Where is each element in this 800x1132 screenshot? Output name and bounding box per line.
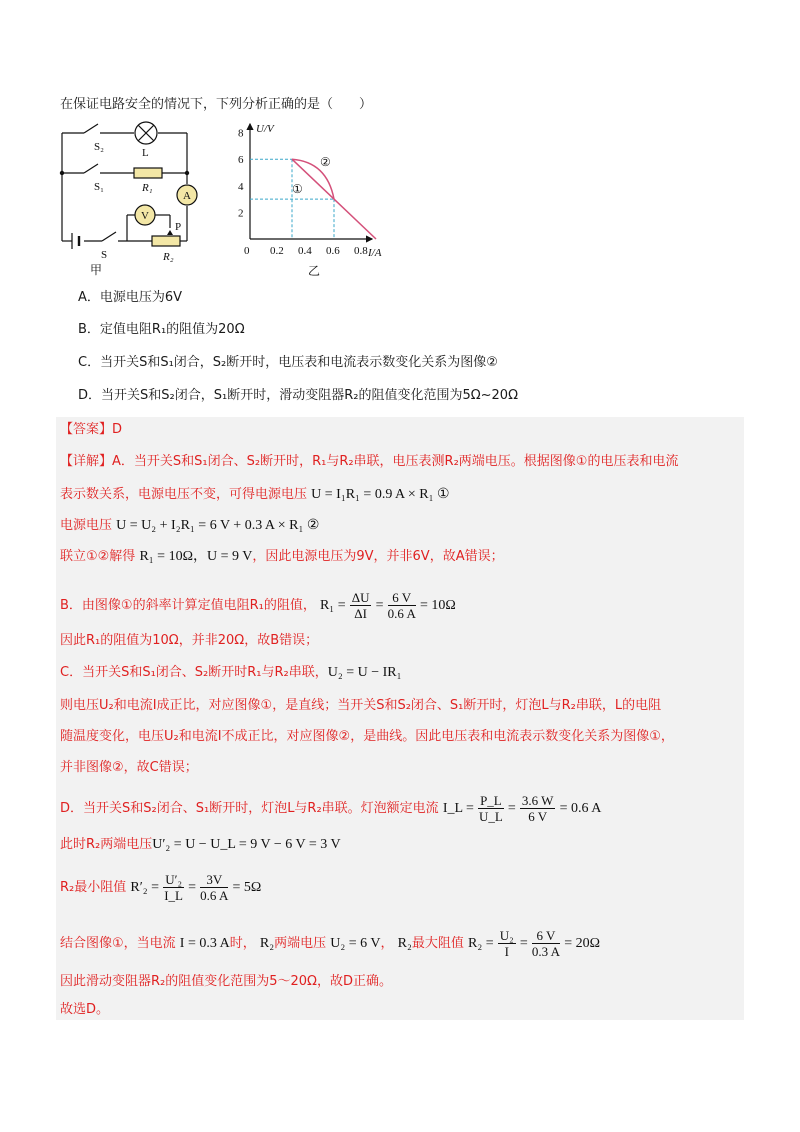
x-tick-label: 0 <box>244 245 250 257</box>
detail-line-10: 并非图像②，故C错误； <box>60 760 198 775</box>
detail-line-5: B．由图像①的斜率计算定值电阻R₁的阻值， R₁ = $\frac{\Delta U}{\Delta I}$ = $\frac{6 V}{0.6 A}$ = 10Ω <box>60 590 456 621</box>
label-r2: R₂ <box>163 251 174 263</box>
x-tick-label: 0.4 <box>298 245 312 257</box>
label-r1: R₁ <box>142 182 153 194</box>
y-tick-label: 4 <box>238 180 244 193</box>
question-stem: 在保证电路安全的情况下，下列分析正确的是（ ） <box>60 97 373 112</box>
label-s: S <box>101 249 108 261</box>
detail-line-1: 【详解】A．当开关S和S₁闭合、S₂断开时，R₁与R₂串联，电压表测R₂两端电压。根据图像①的电压表和电流 <box>60 454 679 469</box>
detail-line-15: 因此滑动变阻器R₂的阻值变化范围为5～20Ω，故D正确。 <box>60 974 393 989</box>
x-axis-label: I/A <box>368 247 382 259</box>
label-v: V <box>141 210 149 222</box>
resistor-r1-icon <box>134 168 162 178</box>
detail-line-8: 则电压U₂和电流I成正比，对应图像①，是直线；当开关S和S₂闭合、S₁断开时，灯泡L与R₂串联，L的电阻 <box>60 698 662 713</box>
y-tick-label: 2 <box>238 207 244 220</box>
option-c[interactable]: C．当开关S和S₁闭合，S₂断开时，电压表和电流表示数变化关系为图像② <box>78 355 498 370</box>
detail-line-6: 因此R₁的阻值为10Ω，并非20Ω，故B错误； <box>60 633 319 648</box>
label-s2: S₂ <box>94 141 104 153</box>
ui-graph <box>232 118 402 283</box>
answer-header: 【答案】D <box>60 422 123 437</box>
detail-line-7: C．当开关S和S₁闭合、S₂断开时R₁与R₂串联，U₂ = U − IR₁ <box>60 665 402 680</box>
x-tick-label: 0.8 <box>354 245 368 257</box>
option-d[interactable]: D．当开关S和S₂闭合，S₁断开时，滑动变阻器R₂的阻值变化范围为5Ω~20Ω <box>78 388 519 403</box>
circuit-caption: 甲 <box>90 263 103 277</box>
graph-caption: 乙 <box>308 264 321 278</box>
detail-line-2: 表示数关系，电源电压不变，可得电源电压 U = I₁R₁ = 0.9 A × R₁ ① <box>60 487 450 502</box>
detail-line-12: 此时R₂两端电压U′₂ = U − U_L = 9 V − 6 V = 3 V <box>60 837 341 852</box>
y-tick-label: 8 <box>238 127 244 140</box>
option-a[interactable]: A．电源电压为6V <box>78 290 183 305</box>
detail-line-14: 结合图像①，当电流 I = 0.3 A时， R₂两端电压 U₂ = 6 V， R₂最大阻值 R₂ = $\frac{\text{U₂}}{I}$ = $\frac{6 V}{0.3 A}$ = 20Ω <box>60 928 601 959</box>
option-b[interactable]: B．定值电阻R₁的阻值为20Ω <box>78 322 245 337</box>
detail-line-11: D．当开关S和S₂闭合、S₁断开时，灯泡L与R₂串联。灯泡额定电流 I_L = $\frac{P\_L}{U\_L}$ = $\frac{3.6 W}{6 V}$ = 0.6 A <box>60 793 602 824</box>
label-p: P <box>175 221 182 233</box>
rheostat-r2-icon <box>152 236 180 246</box>
curve-2-label: ② <box>320 155 331 169</box>
x-tick-label: 0.6 <box>326 245 340 257</box>
detail-line-13: R₂最小阻值 R′₂ = $\frac{\text{U′₂}}{I\_L}$ = $\frac{3V}{0.6 A}$ = 5Ω <box>60 872 262 903</box>
circuit-diagram <box>52 118 227 278</box>
detail-line-9: 随温度变化，电压U₂和电流I不成正比，对应图像②，是曲线。因此电压表和电流表示数变化关系为图像①， <box>60 729 674 744</box>
label-l: L <box>142 147 149 159</box>
label-a: A <box>183 190 191 202</box>
label-s1: S₁ <box>94 181 104 193</box>
y-tick-label: 6 <box>238 154 244 167</box>
detail-line-4: 联立①②解得 R₁ = 10Ω，U = 9 V，因此电源电压为9V，并非6V，故A错误； <box>60 549 504 564</box>
detail-line-3: 电源电压 U = U₂ + I₂R₁ = 6 V + 0.3 A × R₁ ② <box>60 518 320 533</box>
curve-1-label: ① <box>292 182 303 196</box>
y-axis-label: U/V <box>256 123 274 135</box>
x-tick-label: 0.2 <box>270 245 284 257</box>
detail-line-16: 故选D。 <box>60 1002 110 1017</box>
